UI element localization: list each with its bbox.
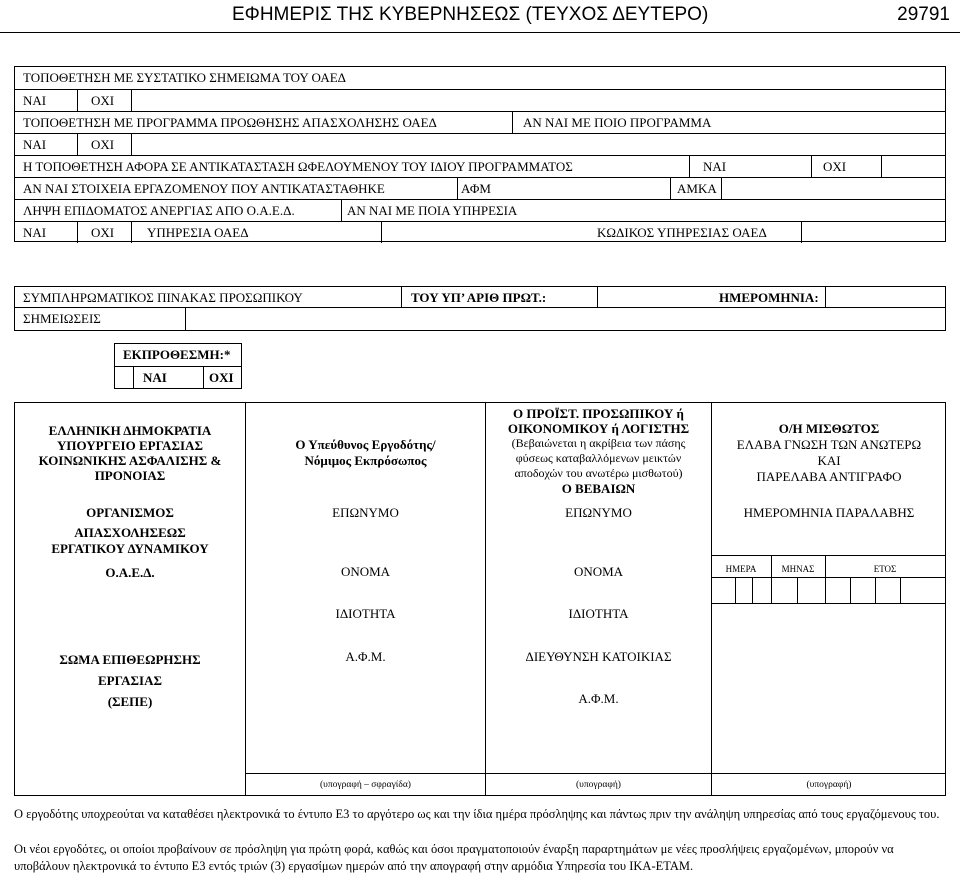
row-replacement: Η ΤΟΠΟΘΕΤΗΣΗ ΑΦΟΡΑ ΣΕ ΑΝΤΙΚΑΤΑΣΤΑΣΗ ΩΦΕΛΟΥΜΕΝΟΥ ΤΟΥ ΙΔΙΟΥ ΠΡΟΓΡΑΜΜΑΤΟΣ (23, 159, 573, 174)
row-promotion-program: ΤΟΠΟΘΕΤΗΣΗ ΜΕ ΠΡΟΓΡΑΜΜΑ ΠΡΟΩΘΗΣΗΣ ΑΠΑΣΧΟΛΗΣΗΣ ΟΑΕΔ (23, 115, 437, 130)
year-label: ΕΤΟΣ (873, 564, 897, 574)
page-header (0, 0, 960, 30)
header-rule (0, 32, 960, 33)
placement-section (14, 66, 946, 242)
late-submission-label: ΕΚΠΡΟΘΕΣΜΗ:* (123, 347, 231, 362)
supplementary-table-label: ΣΥΜΠΛΗΡΩΜΑΤΙΚΟΣ ΠΙΝΑΚΑΣ ΠΡΟΣΩΠΙΚΟΥ (23, 290, 303, 305)
receipt-date-label: ΗΜΕΡΟΜΗΝΙΑ ΠΑΡΑΛΑΒΗΣ (743, 505, 915, 520)
replaced-afm-label: ΑΦΜ (461, 181, 491, 196)
date-label: ΗΜΕΡΟΜΗΝΙΑ: (719, 290, 819, 305)
footnote-new-employers: Οι νέοι εργοδότες, οι οποίοι προβαίνουν σε πρόσληψη για πρώτη φορά, καθώς και όσοι πραγματοποιούν έναρξη παραρτημάτων με νέες προσλήψεις εργαζομένων, μπορούν να υποβάλουν ηλεκτρονικά το έντυπο Ε3 εντός τριών (3) εργασίμων ημερών από την απογραφή στην αρμόδια Υπηρεσία του ΙΚΑ-ΕΤΑΜ. (14, 842, 894, 873)
which-service-label: ΑΝ ΝΑΙ ΜΕ ΠΟΙΑ ΥΠΗΡΕΣΙΑ (347, 203, 518, 218)
referral-yes[interactable]: ΝΑΙ (23, 93, 47, 108)
employer-heading: Ο Υπεύθυνος Εργοδότης/ Νόμιμος Εκπρόσωπος (295, 437, 436, 468)
accountant-name-label: ΟΝΟΜΑ (573, 564, 624, 579)
which-program-label: ΑΝ ΝΑΙ ΜΕ ΠΟΙΟ ΠΡΟΓΡΑΜΜΑ (523, 115, 712, 130)
employee-heading: Ο/Η ΜΙΣΘΩΤΟΣ ΕΛΑΒΑ ΓΝΩΣΗ ΤΩΝ ΑΝΩΤΕΡΩ ΚΑΙ ΠΑΡΕΛΑΒΑ ΑΝΤΙΓΡΑΦΟ (736, 421, 922, 484)
accountant-address-label: ΔΙΕΥΘΥΝΣΗ ΚΑΤΟΙΚΙΑΣ (525, 649, 672, 664)
row-referral-note: ΤΟΠΟΘΕΤΗΣΗ ΜΕ ΣΥΣΤΑΤΙΚΟ ΣΗΜΕΙΩΜΑ ΤΟΥ ΟΑΕΔ (23, 70, 347, 85)
referral-no[interactable]: ΟΧΙ (91, 93, 115, 108)
accountant-afm-label: Α.Φ.Μ. (578, 691, 619, 706)
oaed-service-label: ΥΠΗΡΕΣΙΑ ΟΑΕΔ (147, 225, 249, 240)
supplementary-table-section (14, 286, 946, 331)
accountant-heading: Ο ΠΡΟΪΣΤ. ΠΡΟΣΩΠΙΚΟΥ ή ΟΙΚΟΝΟΜΙΚΟΥ ή ΛΟΓΙΣΤΗΣ (Βεβαιώνεται η ακρίβεια των πάσης φύσεως καταβαλλόμενων μεικτών αποδοχών του ανωτέρω μισθωτού) Ο ΒΕΒΑΙΩΝ (507, 406, 690, 496)
employer-name-label: ΟΝΟΜΑ (340, 564, 391, 579)
employer-signature-caption: (υπογραφή – σφραγίδα) (320, 780, 411, 790)
gazette-title: ΕΦΗΜΕΡΙΣ ΤΗΣ ΚΥΒΕΡΝΗΣΕΩΣ (ΤΕΥΧΟΣ ΔΕΥΤΕΡΟ) (232, 4, 709, 25)
late-yes[interactable]: ΝΑΙ (143, 370, 167, 385)
benefit-no[interactable]: ΟΧΙ (91, 225, 115, 240)
program-yes[interactable]: ΝΑΙ (23, 137, 47, 152)
accountant-capacity-label: ΙΔΙΟΤΗΤΑ (568, 606, 629, 621)
signatures-section (14, 402, 946, 796)
accountant-signature-caption: (υπογραφή) (576, 780, 621, 790)
day-label: ΗΜΕΡΑ (725, 564, 757, 574)
oaed-service-code-label: ΚΩΔΙΚΟΣ ΥΠΗΡΕΣΙΑΣ ΟΑΕΔ (597, 225, 767, 240)
protocol-number-label: ΤΟΥ ΥΠ’ ΑΡΙΘ ΠΡΩΤ.: (411, 290, 547, 305)
employee-signature-caption: (υπογραφή) (806, 780, 852, 790)
late-no: ΟΧΙ (209, 370, 234, 385)
replaced-amka-label: ΑΜΚΑ (677, 181, 717, 196)
program-no[interactable]: ΟΧΙ (91, 137, 115, 152)
benefit-yes[interactable]: ΝΑΙ (23, 225, 47, 240)
employer-surname-label: ΕΠΩΝΥΜΟ (332, 505, 399, 520)
employer-afm-label: Α.Φ.Μ. (345, 649, 386, 664)
employer-capacity-label: ΙΔΙΟΤΗΤΑ (335, 606, 396, 621)
ministry-heading: ΕΛΛΗΝΙΚΗ ΔΗΜΟΚΡΑΤΙΑ ΥΠΟΥΡΓΕΙΟ ΕΡΓΑΣΙΑΣ ΚΟΙΝΩΝΙΚΗΣ ΑΣΦΑΛΙΣΗΣ & ΠΡΟΝΟΙΑΣ (38, 423, 222, 483)
replacement-yes[interactable]: ΝΑΙ (703, 159, 727, 174)
notes-label: ΣΗΜΕΙΩΣΕΙΣ (23, 311, 101, 326)
row-replaced-employee: ΑΝ ΝΑΙ ΣΤΟΙΧΕΙΑ ΕΡΓΑΖΟΜΕΝΟΥ ΠΟΥ ΑΝΤΙΚΑΤΑΣΤΑΘΗΚΕ (23, 181, 385, 196)
footnote-deadline: Ο εργοδότης υποχρεούται να καταθέσει ηλεκτρονικά το έντυπο Ε3 το αργότερο ως και την ίδια ημέρα πρόσληψης και πάντως πριν την ανάληψη υπηρεσίας από τους εργαζόμενους του. (14, 807, 940, 821)
sepe-authority: ΣΩΜΑ ΕΠΙΘΕΩΡΗΣΗΣ ΕΡΓΑΣΙΑΣ (ΣΕΠΕ) (59, 652, 201, 709)
late-submission-box (114, 343, 242, 389)
row-unemployment-benefit: ΛΗΨΗ ΕΠΙΔΟΜΑΤΟΣ ΑΝΕΡΓΙΑΣ ΑΠΟ Ο.Α.Ε.Δ. (23, 203, 295, 218)
accountant-surname-label: ΕΠΩΝΥΜΟ (565, 505, 632, 520)
replacement-no[interactable]: ΟΧΙ (823, 159, 847, 174)
oaed-organization: ΟΡΓΑΝΙΣΜΟΣ ΑΠΑΣΧΟΛΗΣΕΩΣ ΕΡΓΑΤΙΚΟΥ ΔΥΝΑΜΙΚΟΥ Ο.Α.Ε.Δ. (51, 505, 209, 580)
page-number: 29791 (897, 4, 950, 25)
month-label: ΜΗΝΑΣ (781, 564, 815, 574)
